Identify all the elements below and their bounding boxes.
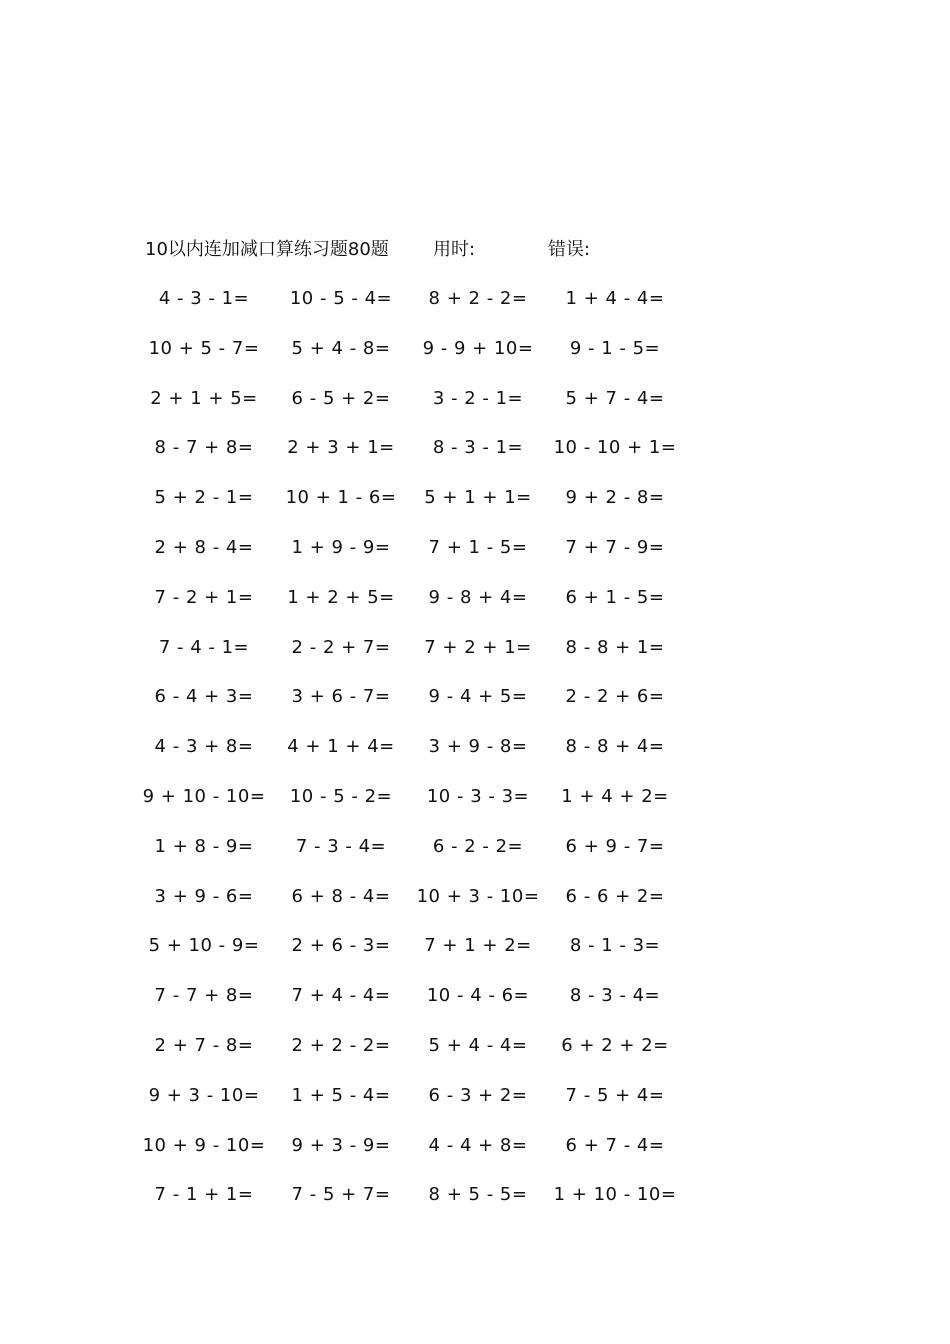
- math-problem: 2 - 2 + 6=: [565, 686, 665, 708]
- math-problem: 10 + 9 - 10=: [142, 1134, 266, 1156]
- problem-row: [0, 335, 950, 385]
- math-problem: 7 - 4 - 1=: [158, 636, 250, 658]
- math-problem: 5 + 2 - 1=: [154, 487, 254, 509]
- math-problem: 8 - 8 + 4=: [565, 736, 665, 758]
- math-problem: 8 - 3 - 1=: [432, 437, 524, 459]
- math-problem: 6 - 3 + 2=: [428, 1084, 528, 1106]
- math-problem: 5 + 4 - 8=: [291, 337, 391, 359]
- problem-row: [0, 1082, 950, 1132]
- math-problem: 8 - 7 + 8=: [154, 437, 254, 459]
- math-problem: 2 + 1 + 5=: [150, 387, 258, 409]
- problem-grid: [0, 285, 950, 1231]
- math-problem: 1 + 8 - 9=: [154, 835, 254, 857]
- problem-row: [0, 1132, 950, 1182]
- math-problem: 6 + 1 - 5=: [565, 586, 665, 608]
- math-problem: 10 - 5 - 4=: [289, 288, 393, 309]
- math-problem: 10 - 3 - 3=: [426, 785, 530, 807]
- math-problem: 9 + 3 - 10=: [148, 1084, 260, 1106]
- math-problem: 2 + 3 + 1=: [287, 437, 395, 459]
- math-problem: 1 + 4 - 4=: [565, 288, 665, 309]
- math-problem: 10 + 1 - 6=: [285, 487, 397, 509]
- math-problem: 9 - 9 + 10=: [422, 337, 534, 359]
- math-problem: 6 + 7 - 4=: [565, 1134, 665, 1156]
- math-problem: 9 - 1 - 5=: [569, 337, 661, 359]
- math-problem: 7 + 1 - 5=: [428, 536, 528, 558]
- worksheet-header: [0, 236, 950, 266]
- math-problem: 2 - 2 + 7=: [291, 636, 391, 658]
- problem-row: [0, 484, 950, 534]
- math-problem: 3 + 6 - 7=: [291, 686, 391, 708]
- math-problem: 7 - 3 - 4=: [295, 835, 387, 857]
- problem-row: [0, 883, 950, 933]
- problem-row: [0, 683, 950, 733]
- math-problem: 1 + 9 - 9=: [291, 536, 391, 558]
- math-problem: 3 + 9 - 8=: [428, 736, 528, 758]
- math-problem: 2 + 7 - 8=: [154, 1034, 254, 1056]
- math-problem: 2 + 2 - 2=: [291, 1034, 391, 1056]
- math-problem: 9 + 2 - 8=: [565, 487, 665, 509]
- problem-row: [0, 932, 950, 982]
- math-problem: 10 + 3 - 10=: [416, 885, 540, 907]
- problem-row: [0, 285, 950, 335]
- problem-row: [0, 385, 950, 435]
- math-problem: 3 + 9 - 6=: [154, 885, 254, 907]
- math-problem: 8 - 8 + 1=: [565, 636, 665, 658]
- math-problem: 5 + 4 - 4=: [428, 1034, 528, 1056]
- problem-row: [0, 434, 950, 484]
- math-problem: 5 + 1 + 1=: [424, 487, 532, 509]
- problem-row: [0, 1032, 950, 1082]
- math-problem: 9 + 3 - 9=: [291, 1134, 391, 1156]
- math-problem: 7 - 2 + 1=: [154, 586, 254, 608]
- problem-row: [0, 783, 950, 833]
- problem-row: [0, 534, 950, 584]
- errors-label: 错误:: [548, 239, 591, 260]
- time-label: 用时:: [433, 239, 476, 260]
- math-problem: 7 - 1 + 1=: [154, 1184, 254, 1206]
- math-problem: 8 - 1 - 3=: [569, 935, 661, 957]
- math-problem: 4 - 3 + 8=: [154, 736, 254, 758]
- math-problem: 2 + 6 - 3=: [291, 935, 391, 957]
- math-problem: 6 + 2 + 2=: [561, 1034, 669, 1056]
- math-problem: 1 + 4 + 2=: [561, 785, 669, 807]
- problem-row: [0, 982, 950, 1032]
- math-problem: 1 + 10 - 10=: [553, 1184, 677, 1206]
- math-problem: 7 - 5 + 7=: [291, 1184, 391, 1206]
- problem-row: [0, 833, 950, 883]
- math-problem: 5 + 7 - 4=: [565, 387, 665, 409]
- math-problem: 6 - 2 - 2=: [432, 835, 524, 857]
- math-problem: 8 + 2 - 2=: [428, 288, 528, 309]
- math-problem: 9 - 4 + 5=: [428, 686, 528, 708]
- math-problem: 7 - 5 + 4=: [565, 1084, 665, 1106]
- math-problem: 7 + 4 - 4=: [291, 985, 391, 1007]
- math-problem: 10 - 4 - 6=: [426, 985, 530, 1007]
- math-problem: 7 + 2 + 1=: [424, 636, 532, 658]
- math-problem: 7 - 7 + 8=: [154, 985, 254, 1007]
- math-problem: 7 + 7 - 9=: [565, 536, 665, 558]
- problem-row: [0, 584, 950, 634]
- math-problem: 4 + 1 + 4=: [287, 736, 395, 758]
- math-problem: 10 - 10 + 1=: [553, 437, 677, 459]
- math-problem: 3 - 2 - 1=: [432, 387, 524, 409]
- math-problem: 1 + 2 + 5=: [287, 586, 395, 608]
- math-problem: 10 - 5 - 2=: [289, 785, 393, 807]
- math-problem: 10 + 5 - 7=: [148, 337, 260, 359]
- math-problem: 7 + 1 + 2=: [424, 935, 532, 957]
- math-problem: 4 - 3 - 1=: [158, 288, 250, 309]
- problem-row: [0, 634, 950, 684]
- math-problem: 6 + 9 - 7=: [565, 835, 665, 857]
- problem-row: [0, 733, 950, 783]
- math-problem: 8 - 3 - 4=: [569, 985, 661, 1007]
- math-problem: 9 + 10 - 10=: [142, 785, 266, 807]
- math-problem: 6 - 4 + 3=: [154, 686, 254, 708]
- math-problem: 4 - 4 + 8=: [428, 1134, 528, 1156]
- math-problem: 9 - 8 + 4=: [428, 586, 528, 608]
- math-problem: 6 - 6 + 2=: [565, 885, 665, 907]
- problem-row: [0, 1181, 950, 1231]
- math-problem: 2 + 8 - 4=: [154, 536, 254, 558]
- math-problem: 8 + 5 - 5=: [428, 1184, 528, 1206]
- math-problem: 6 + 8 - 4=: [291, 885, 391, 907]
- math-problem: 6 - 5 + 2=: [291, 387, 391, 409]
- math-problem: 5 + 10 - 9=: [148, 935, 260, 957]
- worksheet-title: 10以内连加减口算练习题80题: [145, 239, 389, 260]
- math-problem: 1 + 5 - 4=: [291, 1084, 391, 1106]
